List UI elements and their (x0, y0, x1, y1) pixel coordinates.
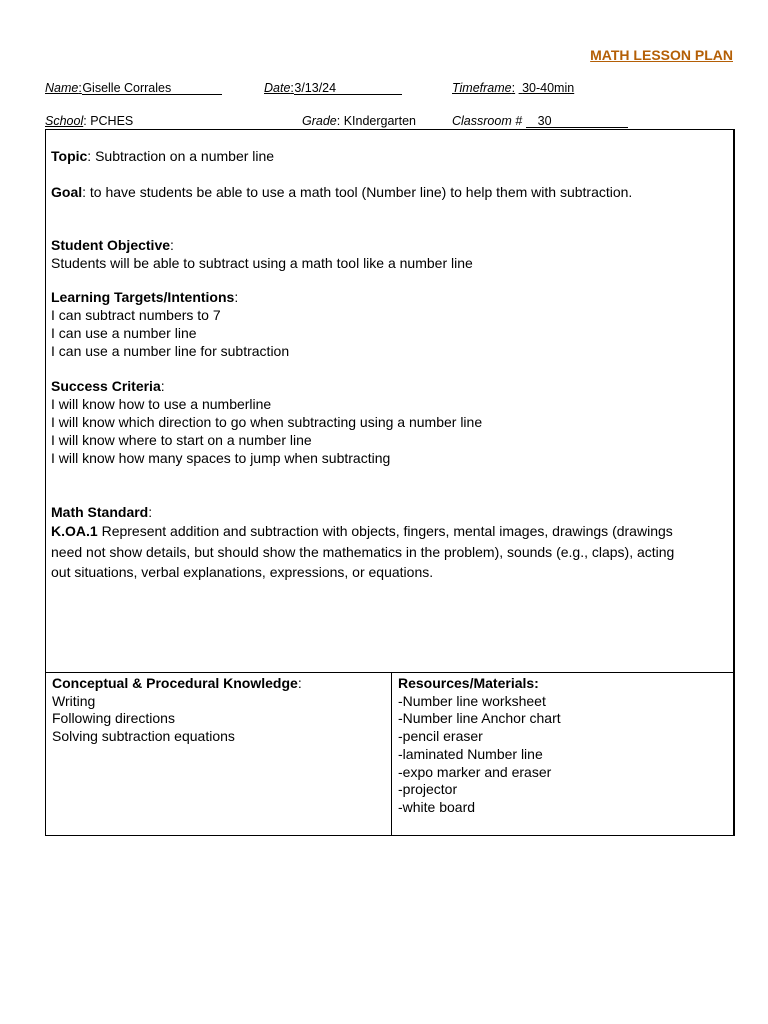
knowledge-column (52, 675, 302, 746)
success-criteria-item: I will know where to start on a number line (51, 432, 312, 448)
knowledge-item: Solving subtraction equations (52, 728, 235, 745)
success-criteria-item: I will know how many spaces to jump when subtracting (51, 450, 391, 466)
learning-targets-heading: Learning Targets/Intentions: (51, 289, 239, 305)
learning-target-item: I can use a number line for subtraction (51, 343, 290, 359)
success-criteria-item: I will know how to use a numberline (51, 396, 272, 412)
student-objective-heading: Student Objective: (51, 237, 174, 253)
success-criteria-heading: Success Criteria: (51, 378, 165, 394)
topic-value: Subtraction on a number line (95, 148, 275, 164)
date-label: Date (264, 81, 291, 95)
column-divider (391, 673, 392, 835)
timeframe-label: Timeframe (452, 81, 512, 95)
topic-label: Topic (51, 148, 88, 164)
goal-line: Goal: to have students be able to use a math tool (Number line) to help them with subtraction. (51, 184, 633, 200)
classroom-field (452, 113, 628, 129)
classroom-label: Classroom # (452, 114, 523, 128)
knowledge-resources-table (45, 673, 735, 836)
resources-heading: Resources/Materials: (398, 675, 539, 691)
topic-line: Topic: Subtraction on a number line (51, 148, 275, 164)
resources-column (398, 675, 561, 817)
resource-item: -expo marker and eraser (398, 763, 552, 780)
timeframe-field: Timeframe: 30-40min (452, 81, 575, 95)
school-value: PCHES (90, 114, 134, 128)
goal-value: to have students be able to use a math tool (Number line) to help them with subtraction. (89, 184, 633, 200)
date-field: Date: 3/13/24 (264, 80, 402, 96)
learning-target-item: I can subtract numbers to 7 (51, 307, 221, 323)
name-field: Name: Giselle Corrales (45, 80, 222, 96)
grade-field: Grade: KIndergarten (302, 114, 416, 128)
date-value: 3/13/24 (294, 81, 337, 95)
student-objective-text: Students will be able to subtract using a math tool like a number line (51, 255, 473, 271)
lesson-details (51, 147, 674, 583)
resource-item: -pencil eraser (398, 728, 483, 745)
resource-item: -laminated Number line (398, 745, 543, 762)
goal-label: Goal (51, 184, 83, 200)
math-standard-heading: Math Standard: (51, 504, 153, 520)
grade-value: KIndergarten (343, 114, 416, 128)
name-label: Name (45, 81, 79, 95)
lesson-plan-title: MATH LESSON PLAN (590, 47, 733, 63)
timeframe-value: 30-40min (522, 81, 575, 95)
school-field: School: PCHES (45, 114, 134, 128)
success-criteria-item: I will know which direction to go when subtracting using a number line (51, 414, 483, 430)
school-label: School (45, 114, 84, 128)
knowledge-heading: Conceptual & Procedural Knowledge: (52, 675, 302, 691)
resource-item: -white board (398, 798, 476, 815)
name-value: Giselle Corrales (82, 81, 172, 95)
knowledge-item: Following directions (52, 710, 175, 727)
math-standard-text: K.OA.1 Represent addition and subtraction with objects, fingers, mental images, drawings (drawings need not show details, but should show the mathematics in the problem), sounds (e.g., claps), acting out situations, verbal explanations, expressions, or equations. (51, 523, 675, 580)
resource-item: -Number line Anchor chart (398, 710, 561, 727)
grade-label: Grade (302, 114, 337, 128)
learning-target-item: I can use a number line (51, 325, 197, 341)
resource-item: -projector (398, 781, 458, 798)
classroom-value: 30 (537, 114, 552, 128)
resource-item: -Number line worksheet (398, 692, 546, 709)
knowledge-item: Writing (52, 692, 96, 709)
math-standard-code: K.OA.1 (51, 523, 98, 539)
